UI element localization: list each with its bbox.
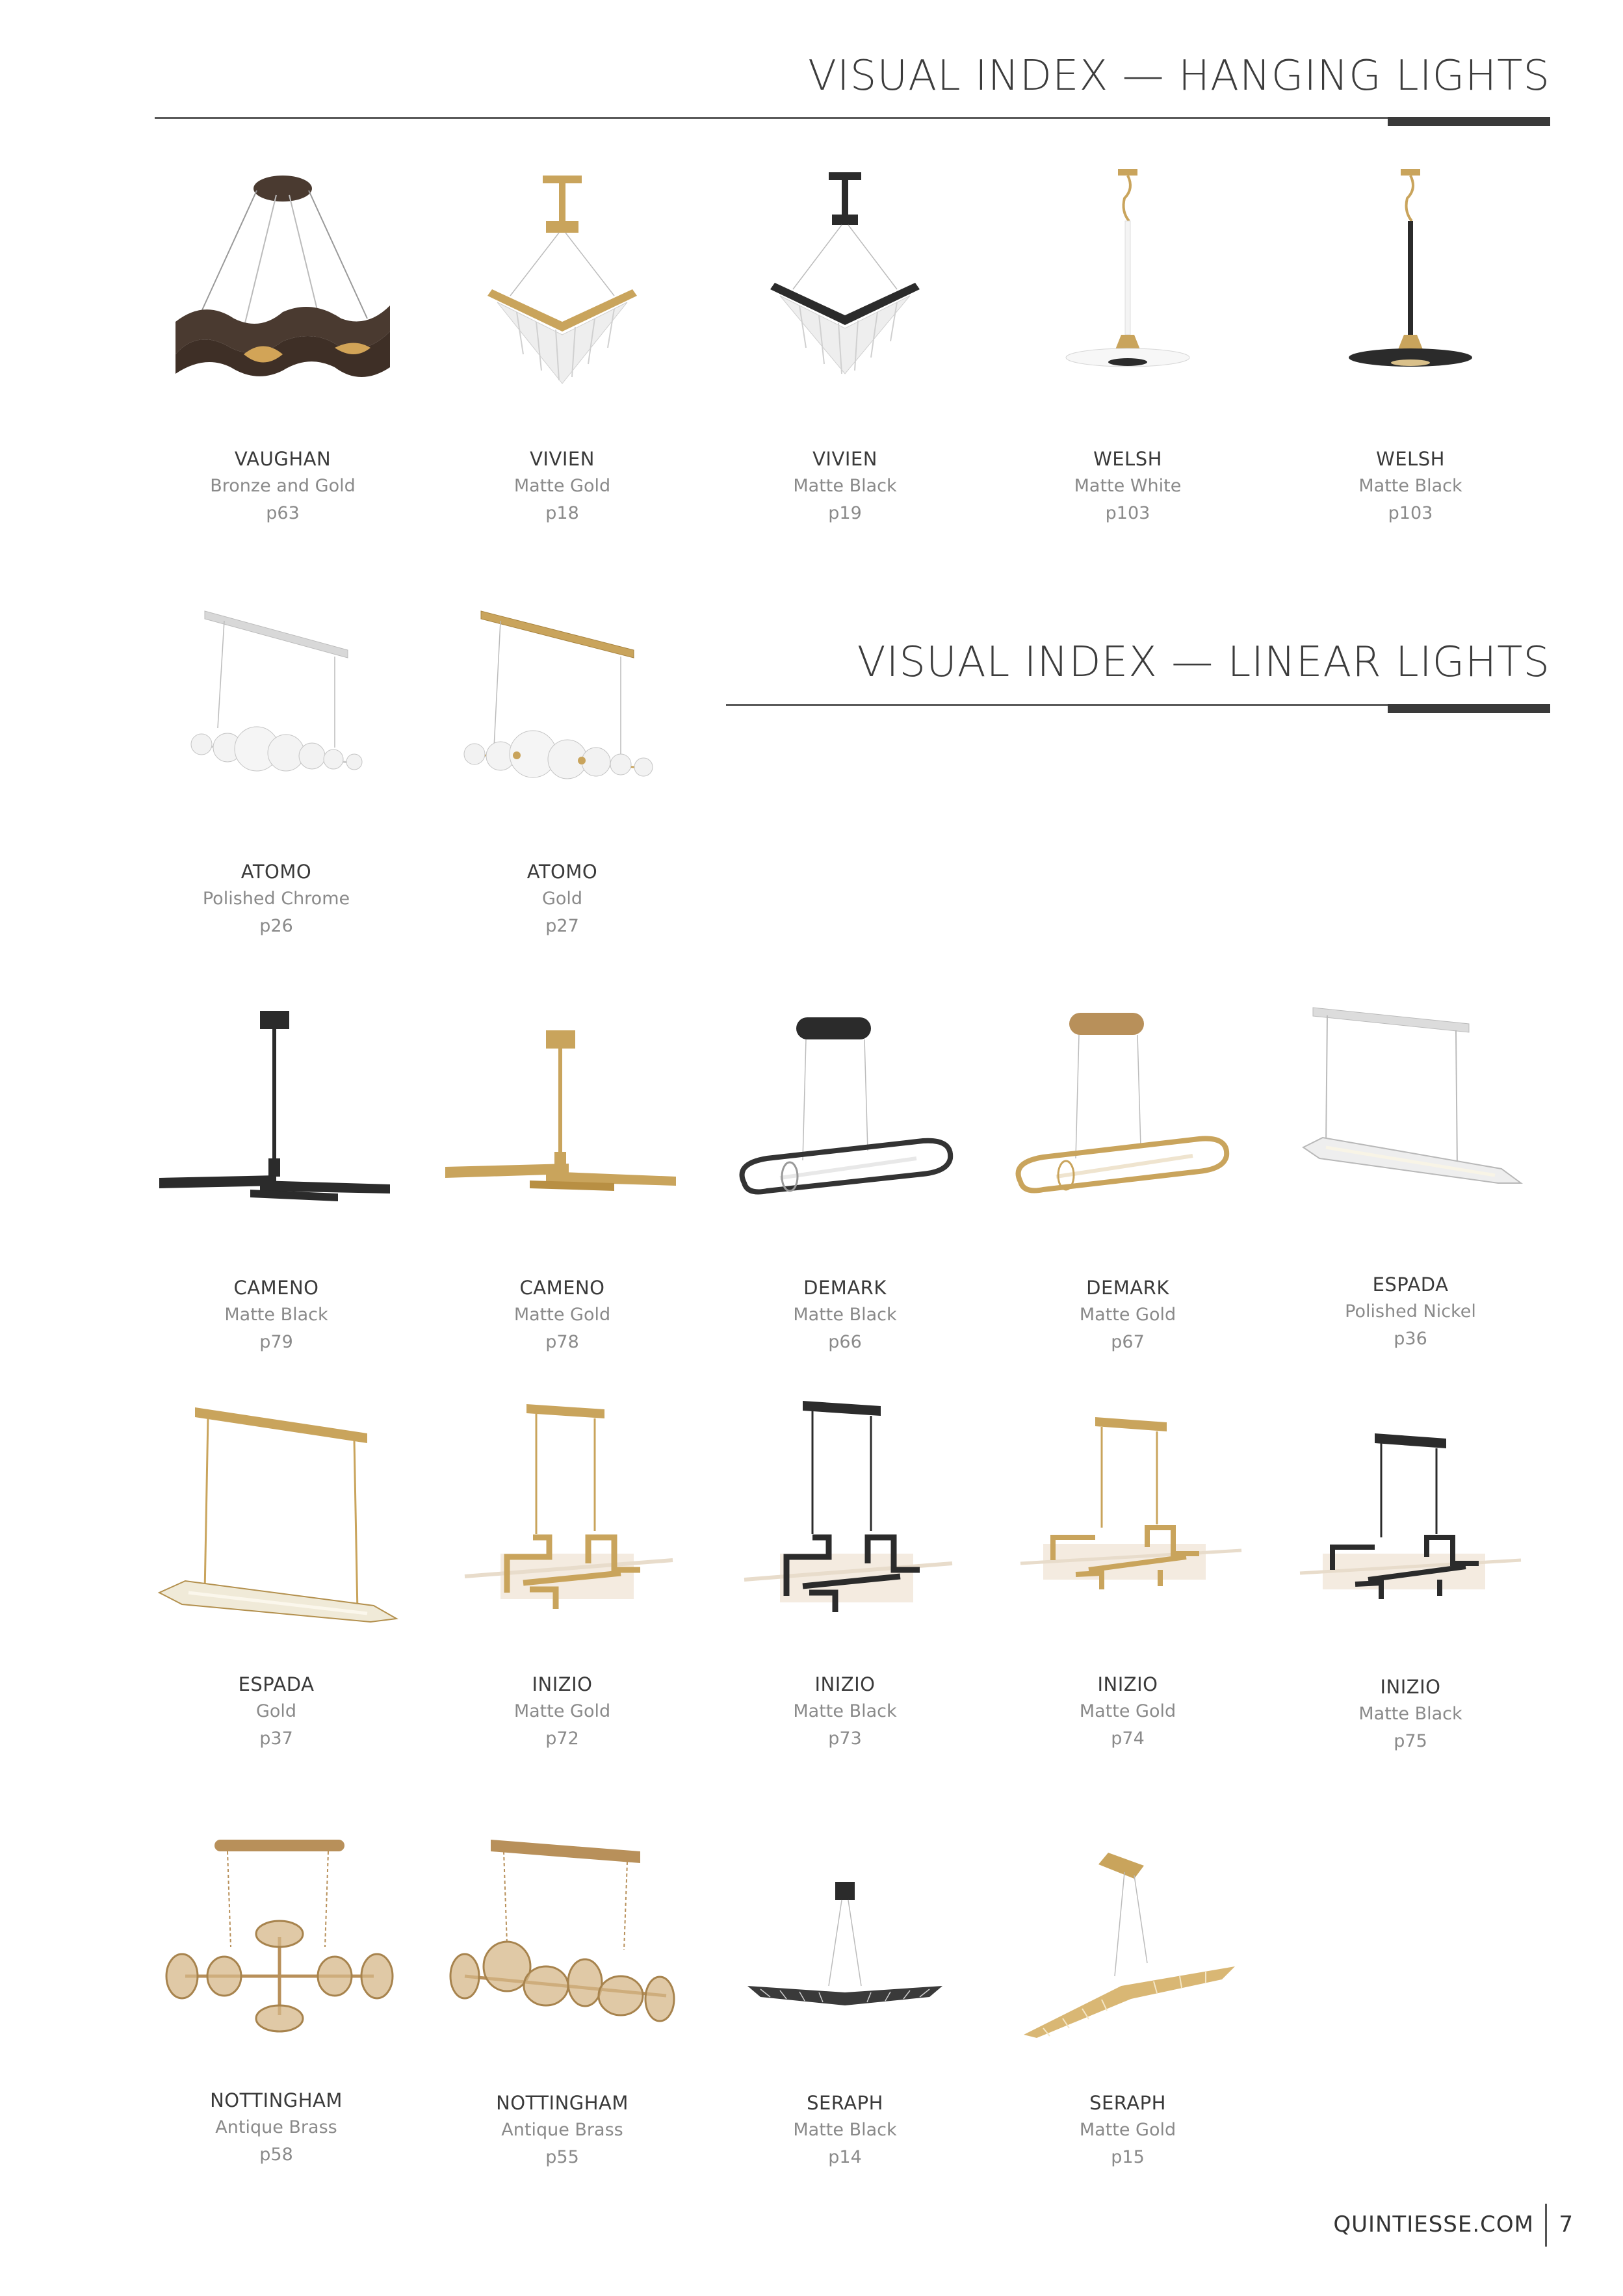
product-name: NOTTINGHAM xyxy=(210,2089,343,2111)
product-page: p103 xyxy=(1105,503,1150,523)
product-name: INIZIO xyxy=(532,1673,593,1695)
product-photo xyxy=(991,988,1264,1222)
product-name: VIVIEN xyxy=(530,448,595,470)
product-atomo-polished-chrome[interactable] xyxy=(140,598,413,936)
product-finish: Matte Gold xyxy=(1079,1701,1176,1721)
product-photo xyxy=(140,988,413,1222)
product-photo xyxy=(708,1398,981,1632)
product-photo xyxy=(426,1827,699,2061)
product-name: INIZIO xyxy=(814,1673,876,1695)
linear-section-title: VISUAL INDEX — LINEAR LIGHTS xyxy=(857,638,1550,686)
hanging-section-title: VISUAL INDEX — HANGING LIGHTS xyxy=(808,52,1550,100)
product-photo xyxy=(1274,988,1547,1222)
product-page: p19 xyxy=(828,503,862,523)
product-finish: Matte Black xyxy=(793,1701,897,1721)
product-finish: Matte White xyxy=(1074,476,1182,496)
product-page: p67 xyxy=(1111,1332,1145,1352)
product-page: p37 xyxy=(259,1729,293,1749)
product-photo xyxy=(991,1827,1264,2061)
product-finish: Matte Black xyxy=(224,1305,328,1325)
product-finish: Matte Gold xyxy=(1079,1305,1176,1325)
product-inizio-matte-black-p73[interactable] xyxy=(708,1398,981,1749)
product-name: INIZIO xyxy=(1380,1676,1441,1698)
product-finish: Bronze and Gold xyxy=(210,476,356,496)
product-espada-polished-nickel[interactable] xyxy=(1274,988,1547,1349)
product-finish: Matte Gold xyxy=(513,476,611,496)
product-page: p74 xyxy=(1111,1729,1145,1749)
product-page: p78 xyxy=(545,1332,579,1352)
product-demark-matte-black[interactable] xyxy=(708,988,981,1352)
hanging-title-rule xyxy=(155,117,1550,119)
product-finish: Antique Brass xyxy=(215,2117,337,2137)
product-seraph-matte-gold[interactable] xyxy=(991,1827,1264,2167)
product-name: ATOMO xyxy=(240,861,312,883)
footer-site-link[interactable]: QUINTIESSE.COM xyxy=(1333,2211,1534,2237)
product-photo xyxy=(1274,159,1547,393)
product-page: p18 xyxy=(545,503,579,523)
product-page: p55 xyxy=(545,2147,579,2167)
product-finish: Gold xyxy=(541,889,583,909)
product-photo xyxy=(140,1827,413,2061)
product-finish: Matte Black xyxy=(793,476,897,496)
product-welsh-matte-black[interactable] xyxy=(1274,159,1547,523)
product-finish: Matte Black xyxy=(1358,476,1462,496)
page-footer xyxy=(1300,2204,1573,2249)
product-finish: Matte Gold xyxy=(1079,2120,1176,2140)
product-photo xyxy=(708,1827,981,2061)
product-photo xyxy=(426,1398,699,1632)
product-photo xyxy=(708,988,981,1222)
footer-divider xyxy=(1545,2204,1547,2247)
page-number: 7 xyxy=(1559,2211,1573,2237)
product-photo xyxy=(991,159,1264,393)
product-page: p72 xyxy=(545,1729,579,1749)
product-cameno-matte-gold[interactable] xyxy=(426,988,699,1352)
product-finish: Matte Black xyxy=(793,1305,897,1325)
product-page: p15 xyxy=(1111,2147,1145,2167)
product-name: ESPADA xyxy=(238,1673,315,1695)
product-inizio-matte-gold-p74[interactable] xyxy=(991,1398,1264,1749)
product-inizio-matte-black-p75[interactable] xyxy=(1274,1398,1547,1751)
product-name: SERAPH xyxy=(807,2092,883,2114)
product-finish: Antique Brass xyxy=(501,2120,623,2140)
product-name: CAMENO xyxy=(233,1277,319,1299)
product-finish: Matte Black xyxy=(1358,1704,1462,1724)
product-photo xyxy=(140,1398,413,1632)
linear-title-accent xyxy=(1388,704,1550,713)
product-vivien-matte-gold[interactable] xyxy=(426,159,699,523)
product-page: p27 xyxy=(545,916,579,936)
product-finish: Matte Black xyxy=(793,2120,897,2140)
product-photo xyxy=(426,598,699,832)
product-page: p103 xyxy=(1388,503,1433,523)
product-photo xyxy=(708,159,981,393)
product-name: VAUGHAN xyxy=(234,448,331,470)
product-page: p63 xyxy=(266,503,300,523)
product-page: p26 xyxy=(259,916,293,936)
product-photo xyxy=(1274,1398,1547,1632)
product-page: p73 xyxy=(828,1729,862,1749)
product-finish: Polished Nickel xyxy=(1345,1301,1476,1322)
product-name: SERAPH xyxy=(1089,2092,1166,2114)
product-vaughan-bronze-gold[interactable] xyxy=(146,159,419,523)
product-nottingham-antique-brass-p55[interactable] xyxy=(426,1827,699,2167)
product-finish: Gold xyxy=(255,1701,297,1721)
product-vivien-matte-black[interactable] xyxy=(708,159,981,523)
product-name: CAMENO xyxy=(519,1277,605,1299)
product-photo xyxy=(426,159,699,393)
product-inizio-matte-gold-p72[interactable] xyxy=(426,1398,699,1749)
product-nottingham-antique-brass-p58[interactable] xyxy=(140,1827,413,2165)
product-page: p14 xyxy=(828,2147,862,2167)
product-name: NOTTINGHAM xyxy=(496,2092,629,2114)
product-photo xyxy=(991,1398,1264,1632)
product-atomo-gold[interactable] xyxy=(426,598,699,936)
product-photo xyxy=(426,988,699,1222)
product-seraph-matte-black[interactable] xyxy=(708,1827,981,2167)
product-espada-gold[interactable] xyxy=(140,1398,413,1749)
product-name: WELSH xyxy=(1376,448,1445,470)
product-demark-matte-gold[interactable] xyxy=(991,988,1264,1352)
product-finish: Matte Gold xyxy=(513,1701,611,1721)
product-cameno-matte-black[interactable] xyxy=(140,988,413,1352)
product-photo xyxy=(140,598,413,832)
hanging-title-accent xyxy=(1388,117,1550,126)
product-name: WELSH xyxy=(1093,448,1162,470)
product-name: VIVIEN xyxy=(812,448,877,470)
product-name: ATOMO xyxy=(526,861,598,883)
product-page: p66 xyxy=(828,1332,862,1352)
product-name: INIZIO xyxy=(1097,1673,1158,1695)
product-finish: Matte Gold xyxy=(513,1305,611,1325)
product-photo xyxy=(146,159,419,393)
product-name: DEMARK xyxy=(803,1277,887,1299)
product-finish: Polished Chrome xyxy=(202,889,350,909)
product-page: p79 xyxy=(259,1332,293,1352)
product-page: p36 xyxy=(1394,1329,1427,1349)
product-name: DEMARK xyxy=(1086,1277,1169,1299)
product-page: p58 xyxy=(259,2145,293,2165)
product-page: p75 xyxy=(1394,1731,1427,1751)
product-welsh-matte-white[interactable] xyxy=(991,159,1264,523)
product-name: ESPADA xyxy=(1372,1273,1449,1296)
